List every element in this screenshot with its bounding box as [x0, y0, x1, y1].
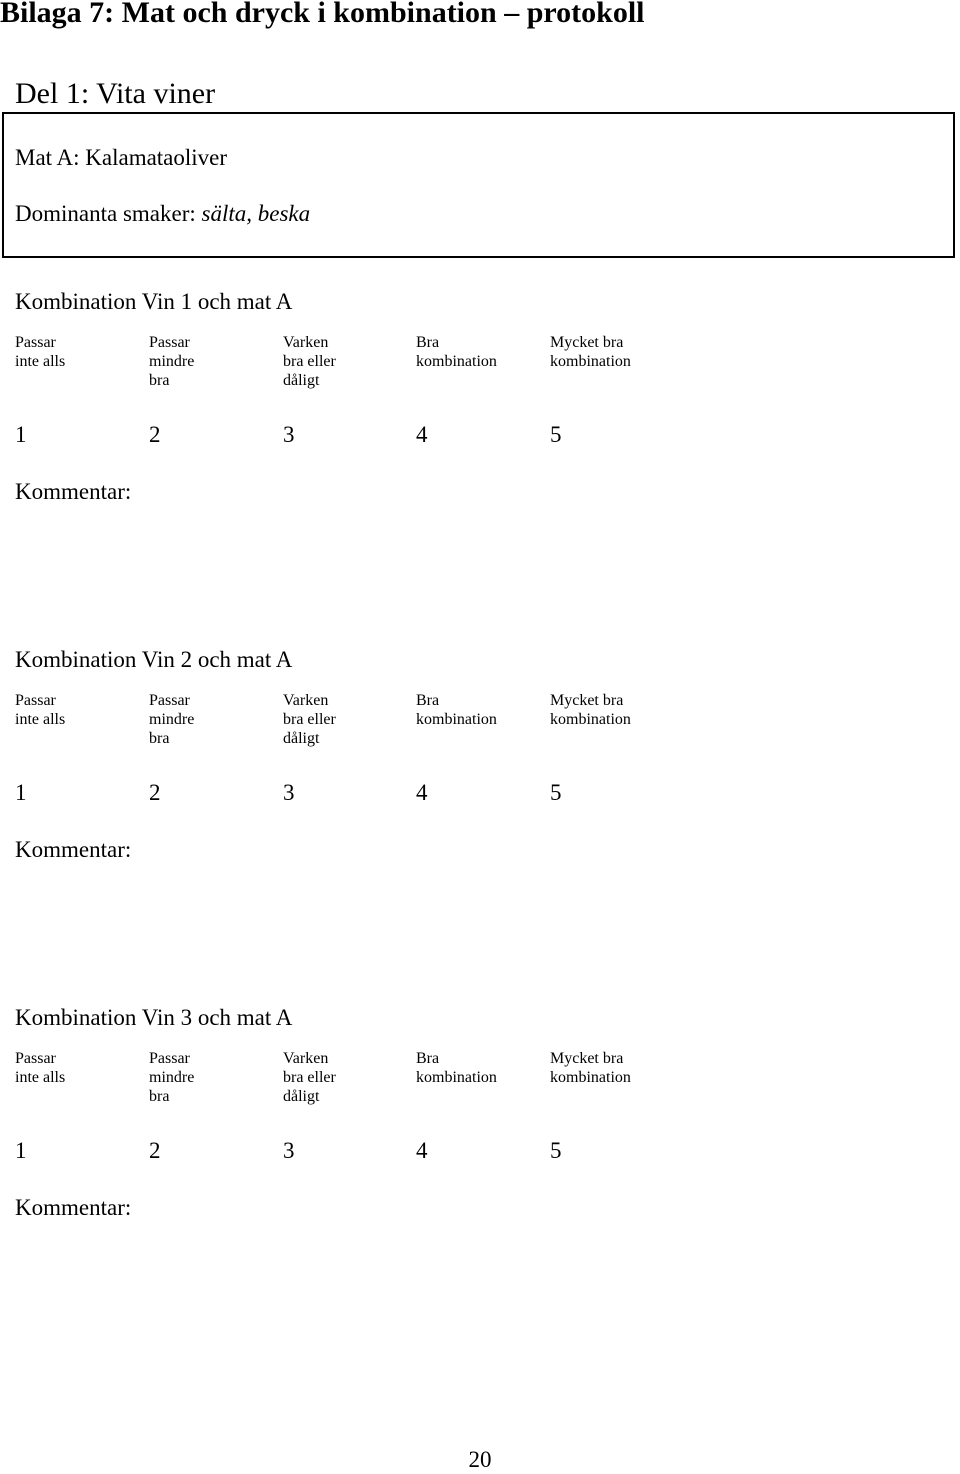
rating-option-3[interactable]: 3 — [283, 422, 295, 447]
combination-title: Kombination Vin 2 och mat A — [15, 647, 293, 672]
section-heading: Del 1: Vita viner — [15, 77, 216, 110]
rating-option-2[interactable]: 2 — [149, 1138, 161, 1163]
scale-label-3: Varken bra eller dåligt — [283, 692, 336, 747]
comment-label: Kommentar: — [15, 837, 132, 862]
rating-option-4[interactable]: 4 — [416, 1138, 428, 1163]
scale-label-1: Passar inte alls — [15, 334, 66, 370]
scale-label-2: Passar mindre bra — [149, 692, 195, 747]
dominant-flavors-value: sälta, beska — [201, 201, 311, 226]
rating-option-3[interactable]: 3 — [283, 780, 295, 805]
combination-title: Kombination Vin 1 och mat A — [15, 289, 293, 314]
scale-label-1: Passar inte alls — [15, 692, 66, 728]
rating-option-5[interactable]: 5 — [550, 422, 562, 447]
food-info-box — [2, 112, 955, 258]
scale-label-2: Passar mindre bra — [149, 334, 195, 389]
rating-option-3[interactable]: 3 — [283, 1138, 295, 1163]
scale-label-5: Mycket bra kombination — [550, 692, 631, 728]
combination-title: Kombination Vin 3 och mat A — [15, 1005, 293, 1030]
scale-label-5: Mycket bra kombination — [550, 334, 631, 370]
scale-label-1: Passar inte alls — [15, 1050, 66, 1086]
scale-label-4: Bra kombination — [416, 1050, 497, 1086]
rating-option-4[interactable]: 4 — [416, 422, 428, 447]
food-line: Mat A: Kalamataoliver — [15, 145, 228, 170]
rating-option-2[interactable]: 2 — [149, 780, 161, 805]
rating-option-1[interactable]: 1 — [15, 1138, 27, 1163]
dominant-flavors-label: Dominanta smaker: — [15, 201, 202, 226]
scale-label-4: Bra kombination — [416, 692, 497, 728]
rating-option-2[interactable]: 2 — [149, 422, 161, 447]
comment-label: Kommentar: — [15, 479, 132, 504]
scale-label-3: Varken bra eller dåligt — [283, 1050, 336, 1105]
dominant-flavors-line — [15, 200, 310, 228]
page-number: 20 — [468, 1447, 492, 1472]
scale-label-5: Mycket bra kombination — [550, 1050, 631, 1086]
rating-option-5[interactable]: 5 — [550, 780, 562, 805]
rating-option-1[interactable]: 1 — [15, 422, 27, 447]
rating-option-5[interactable]: 5 — [550, 1138, 562, 1163]
rating-option-4[interactable]: 4 — [416, 780, 428, 805]
scale-label-3: Varken bra eller dåligt — [283, 334, 336, 389]
scale-label-4: Bra kombination — [416, 334, 497, 370]
scale-label-2: Passar mindre bra — [149, 1050, 195, 1105]
comment-label: Kommentar: — [15, 1195, 132, 1220]
document-title: Bilaga 7: Mat och dryck i kombination – protokoll — [0, 0, 645, 29]
rating-option-1[interactable]: 1 — [15, 780, 27, 805]
